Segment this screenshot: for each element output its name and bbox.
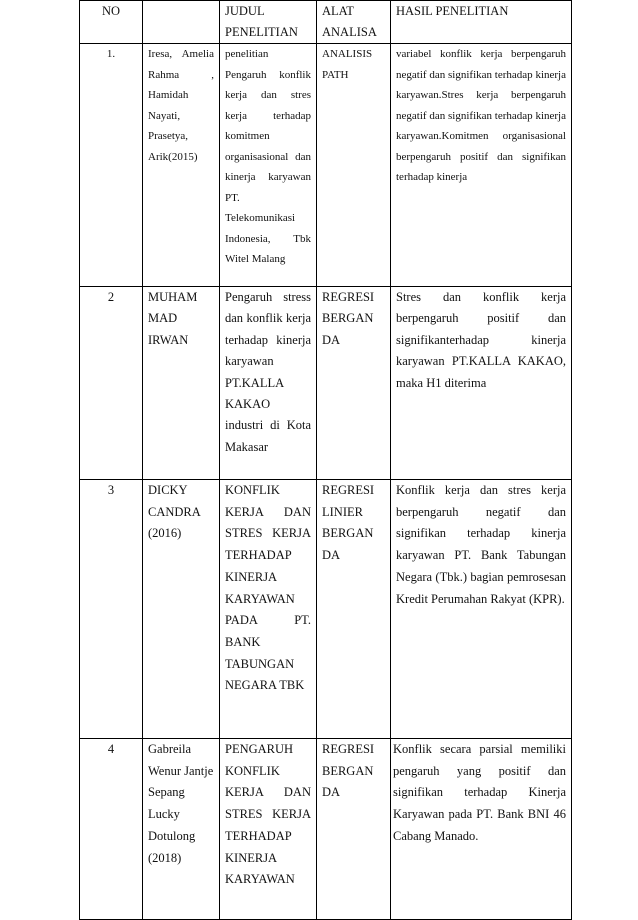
table-row bbox=[80, 287, 572, 480]
researcher-name: Iresa, Amelia Rahma , Hamidah Nayati, Prasetya, Arik(2015) bbox=[143, 44, 220, 287]
table-header-row bbox=[80, 1, 572, 44]
research-title: PENGARUH KONFLIK KERJA DAN STRES KERJA TERHADAP KINERJA KARYAWAN bbox=[220, 739, 317, 920]
research-result: Konflik secara parsial memiliki pengaruh yang positif dan signifikan terhadap Kinerja Karyawan pada PT. Bank BNI 46 Cabang Manado. bbox=[391, 739, 572, 920]
research-title: KONFLIK KERJA DAN STRES KERJA TERHADAP KINERJA KARYAWAN PADA PT. BANK TABUNGAN NEGARA TBK bbox=[220, 480, 317, 739]
researcher-name: DICKY CANDRA (2016) bbox=[143, 480, 220, 739]
analysis-tool: REGRESI LINIER BERGAN DA bbox=[317, 480, 391, 739]
header-no: NO bbox=[80, 1, 143, 44]
row-number: 1. bbox=[80, 44, 143, 287]
researcher-name: Gabreila Wenur Jantje Sepang Lucky Dotulong (2018) bbox=[143, 739, 220, 920]
table-row bbox=[80, 44, 572, 287]
research-table bbox=[79, 0, 572, 920]
analysis-tool: REGRESI BERGAN DA bbox=[317, 287, 391, 480]
research-title: penelitian Pengaruh konflik kerja dan stres kerja terhadap komitmen organisasional dan kinerja karyawan PT. Telekomunikasi Indonesia, Tbk Witel Malang bbox=[220, 44, 317, 287]
analysis-tool: ANALISIS PATH bbox=[317, 44, 391, 287]
researcher-name: MUHAM MAD IRWAN bbox=[143, 287, 220, 480]
research-result: variabel konflik kerja berpengaruh negatif dan signifikan terhadap kinerja karyawan.Stres kerja berpengaruh negatif dan signifikan terhadap kinerja karyawan.Komitmen organisasional berpengaruh positif dan signifikan terhadap kinerja bbox=[391, 44, 572, 287]
row-number: 4 bbox=[80, 739, 143, 920]
table-row bbox=[80, 480, 572, 739]
header-result: HASIL PENELITIAN bbox=[391, 1, 572, 44]
table-row bbox=[80, 739, 572, 920]
analysis-tool: REGRESI BERGAN DA bbox=[317, 739, 391, 920]
research-result: Konflik kerja dan stres kerja berpengaruh negatif dan signifikan terhadap kinerja karyawan PT. Bank Tabungan Negara (Tbk.) bagian pemrosesan Kredit Perumahan Rakyat (KPR). bbox=[391, 480, 572, 739]
row-number: 2 bbox=[80, 287, 143, 480]
header-title: JUDUL PENELITIAN bbox=[220, 1, 317, 44]
header-name bbox=[143, 1, 220, 44]
research-title: Pengaruh stress dan konflik kerja terhadap kinerja karyawan PT.KALLA KAKAO industri di Kota Makasar bbox=[220, 287, 317, 480]
row-number: 3 bbox=[80, 480, 143, 739]
research-result: Stres dan konflik kerja berpengaruh positif dan signifikanterhadap kinerja karyawan PT.KALLA KAKAO, maka H1 diterima bbox=[391, 287, 572, 480]
header-tool: ALAT ANALISA bbox=[317, 1, 391, 44]
